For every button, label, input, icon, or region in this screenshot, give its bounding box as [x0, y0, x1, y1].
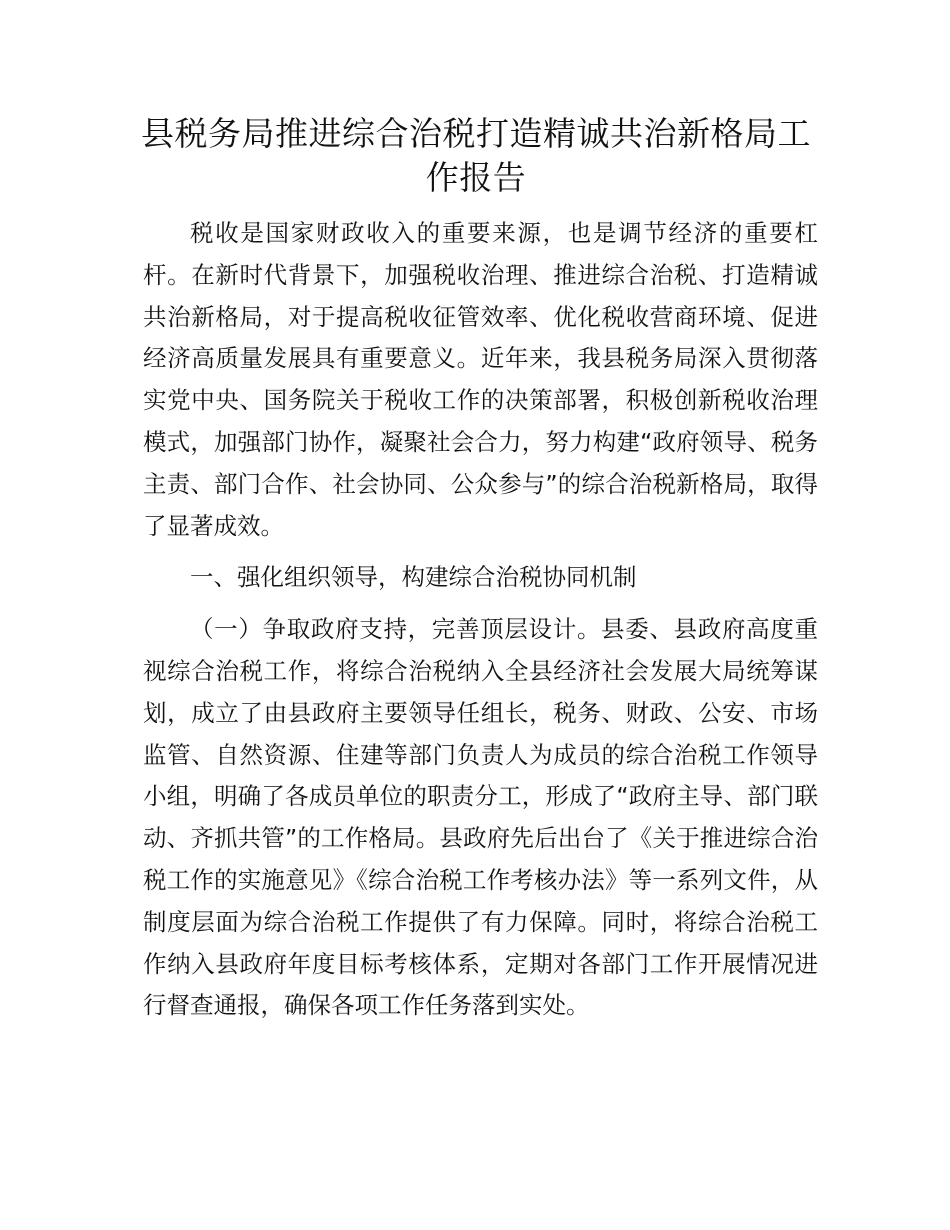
- document-body: [143, 213, 818, 1027]
- intro-paragraph: 税收是国家财政收入的重要来源，也是调节经济的重要杠杆。在新时代背景下，加强税收治理、推进综合治税、打造精诚共治新格局，对于提高税收征管效率、优化税收营商环境、促进经济高质量发展具有重要意义。近年来，我县税务局深入贯彻落实党中央、国务院关于税收工作的决策部署，积极创新税收治理模式，加强部门协作，凝聚社会合力，努力构建“政府领导、税务主责、部门合作、社会协同、公众参与”的综合治税新格局，取得了显著成效。: [143, 219, 818, 540]
- section-1-heading: 一、强化组织领导，构建综合治税协同机制: [190, 563, 637, 592]
- document-title: 县税务局推进综合治税打造精诚共治新格局工作报告: [141, 114, 811, 197]
- section-1-paragraph-1: （一）争取政府支持，完善顶层设计。县委、县政府高度重视综合治税工作，将综合治税纳入全县经济社会发展大局统筹谋划，成立了由县政府主要领导任组长，税务、财政、公安、市场监管、自然资源、住建等部门负责人为成员的综合治税工作领导小组，明确了各成员单位的职责分工，形成了“政府主导、部门联动、齐抓共管”的工作格局。县政府先后出台了《关于推进综合治税工作的实施意见》《综合治税工作考核办法》等一系列文件，从制度层面为综合治税工作提供了有力保障。同时，将综合治税工作纳入县政府年度目标考核体系，定期对各部门工作开展情况进行督查通报，确保各项工作任务落到实处。: [143, 615, 818, 1020]
